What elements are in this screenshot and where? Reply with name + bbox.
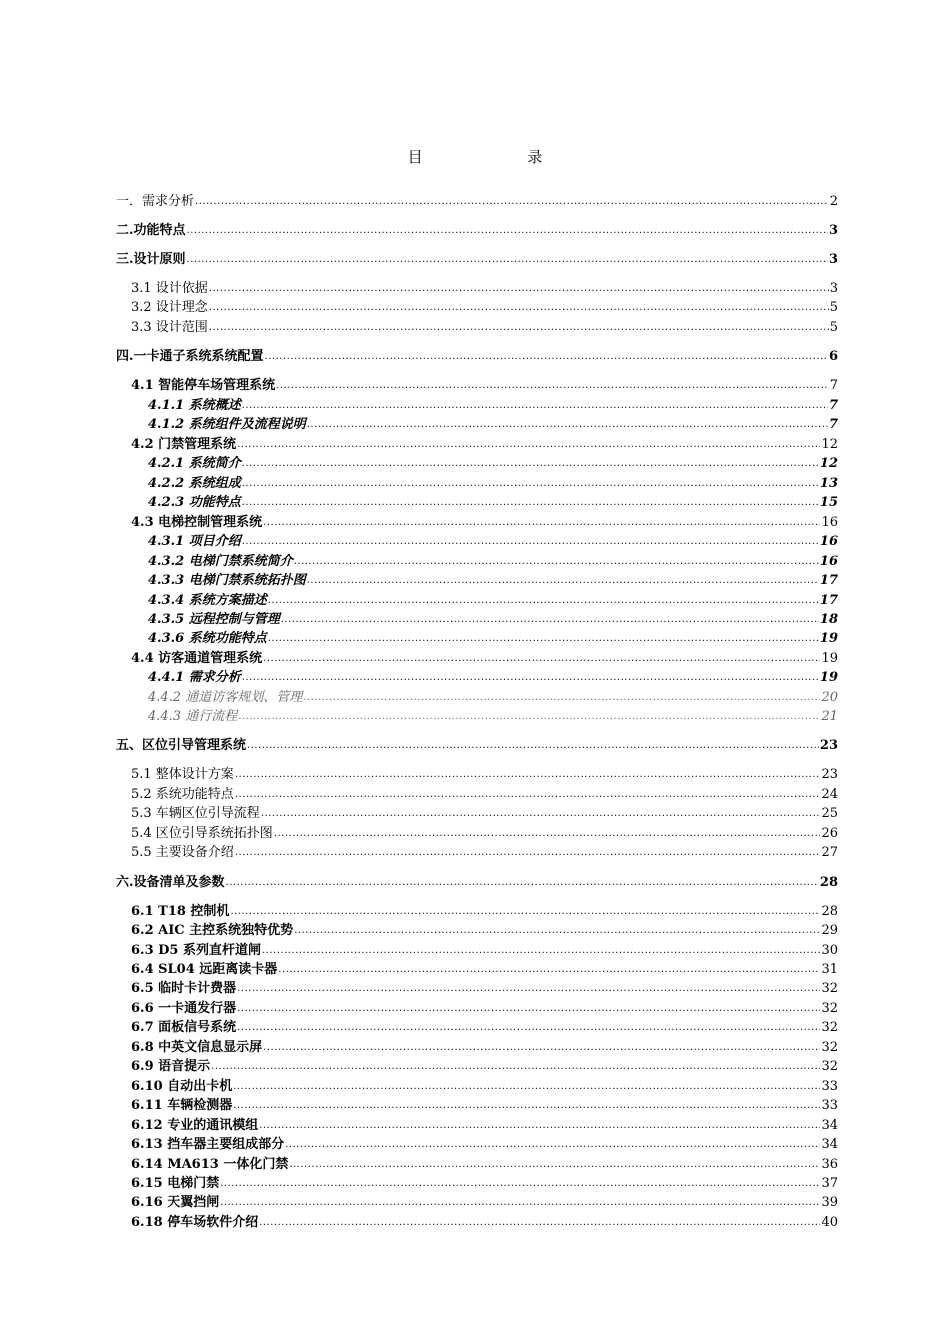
toc-entry-text: 4.1 智能停车场管理系统 [131, 378, 276, 393]
toc-entry-text: 5.5 主要设备介绍 [131, 845, 234, 860]
toc-leader [209, 300, 829, 315]
toc-entry[interactable] [116, 687, 838, 705]
toc-entry-text: 6.2 AIC 主控系统独特优势 [131, 923, 294, 938]
toc-entry[interactable] [116, 998, 838, 1016]
toc-entry-text: 六.设备清单及参数 [116, 875, 225, 890]
toc-page-number: 12 [819, 456, 838, 471]
toc-leader [230, 904, 820, 919]
toc-entry-text: 4.4.3 通行流程 [148, 709, 238, 724]
toc-entry[interactable] [116, 453, 838, 471]
toc-entry-text: 6.15 电梯门禁 [131, 1176, 220, 1191]
toc-entry[interactable] [116, 872, 838, 890]
toc-page-number: 3 [829, 281, 838, 296]
toc-leader [187, 223, 828, 238]
toc-leader [242, 398, 828, 413]
toc-leader [235, 845, 821, 860]
toc-entry[interactable] [116, 628, 838, 646]
toc-entry-text: 5.4 区位引导系统拓扑图 [131, 826, 273, 841]
toc-leader [307, 573, 819, 588]
toc-entry[interactable] [116, 1173, 838, 1191]
toc-page-number: 39 [821, 1195, 838, 1210]
toc-page-number: 24 [821, 787, 838, 802]
toc-entry-text: 6.12 专业的通讯模组 [131, 1118, 259, 1133]
toc-entry[interactable] [116, 395, 838, 413]
toc-entry[interactable] [116, 978, 838, 996]
toc-page-number: 32 [821, 981, 838, 996]
toc-leader [226, 875, 819, 890]
toc-leader [268, 593, 819, 608]
toc-entry[interactable] [116, 434, 838, 452]
toc-page-number: 19 [821, 651, 838, 666]
toc-entry-text: 4.3.4 系统方案描述 [148, 593, 267, 608]
toc-entry[interactable] [116, 220, 838, 238]
toc-leader [233, 1098, 820, 1113]
toc-entry[interactable] [116, 590, 838, 608]
toc-leader [237, 981, 820, 996]
toc-entry[interactable] [116, 1095, 838, 1113]
toc-page-number: 40 [821, 1215, 838, 1230]
toc-page-number: 13 [819, 476, 838, 491]
toc-page-number: 20 [821, 690, 838, 705]
toc-entry[interactable] [116, 1115, 838, 1133]
toc-entry-text: 4.1.1 系统概述 [148, 398, 241, 413]
toc-page-number: 3 [828, 223, 838, 238]
toc-entry-text: 6.16 天翼挡闸 [131, 1195, 220, 1210]
toc-page-number: 29 [821, 923, 838, 938]
toc-entry-text: 4.2.1 系统简介 [148, 456, 241, 471]
toc-leader [263, 651, 820, 666]
toc-page-number: 33 [821, 1098, 838, 1113]
toc-page-number: 19 [819, 631, 838, 646]
toc-leader [242, 476, 819, 491]
toc-leader [237, 1020, 820, 1035]
toc-leader [209, 320, 829, 335]
toc-leader [265, 349, 828, 364]
toc-page-number: 19 [819, 670, 838, 685]
toc-entry[interactable] [116, 609, 838, 627]
toc-entry-text: 6.18 停车场软件介绍 [131, 1215, 259, 1230]
toc-page-number: 34 [821, 1118, 838, 1133]
toc-leader [294, 923, 820, 938]
toc-page-number: 2 [829, 194, 838, 209]
toc-entry[interactable] [116, 414, 838, 432]
toc-page-number: 18 [819, 612, 838, 627]
toc-leader [303, 690, 820, 705]
toc-entry[interactable] [116, 1212, 838, 1230]
toc-entry-text: 3.1 设计依据 [131, 281, 208, 296]
toc-page-number: 16 [819, 554, 838, 569]
toc-page-number: 7 [829, 378, 838, 393]
toc-entry[interactable] [116, 570, 838, 588]
toc-page-number: 17 [819, 573, 838, 588]
toc-entry-text: 一．需求分析 [116, 194, 195, 209]
toc-entry[interactable] [116, 735, 838, 753]
toc-entry[interactable] [116, 803, 838, 821]
toc-leader [233, 1079, 820, 1094]
toc-entry-text: 3.2 设计理念 [131, 300, 208, 315]
toc-leader [220, 1176, 820, 1191]
toc-entry[interactable] [116, 940, 838, 958]
toc-leader [307, 417, 828, 432]
toc-entry-text: 4.4 访客通道管理系统 [131, 651, 263, 666]
toc-entry-text: 5.1 整体设计方案 [131, 767, 234, 782]
toc-entry-text: 6.10 自动出卡机 [131, 1079, 233, 1094]
toc-page-number: 32 [821, 1001, 838, 1016]
toc-entry-text: 6.6 一卡通发行器 [131, 1001, 237, 1016]
toc-entry-text: 三.设计原则 [116, 252, 186, 267]
toc-entry-text: 5.2 系统功能特点 [131, 787, 234, 802]
toc-entry[interactable] [116, 551, 838, 569]
toc-leader [237, 437, 820, 452]
toc-entry-text: 4.4.2 通道访客规划、管理 [148, 690, 303, 705]
toc-entry[interactable] [116, 920, 838, 938]
toc-entry[interactable] [116, 191, 838, 209]
toc-leader [278, 962, 820, 977]
toc-page-number: 23 [821, 767, 838, 782]
toc-page-number: 28 [821, 904, 838, 919]
toc-entry[interactable] [116, 648, 838, 666]
toc-entry[interactable] [116, 784, 838, 802]
toc-entry-text: 6.1 T18 控制机 [131, 904, 230, 919]
toc-page-number: 32 [821, 1059, 838, 1074]
toc-entry[interactable] [116, 667, 838, 685]
toc-page-number: 26 [821, 826, 838, 841]
toc-leader [276, 378, 829, 393]
toc-entry[interactable] [116, 492, 838, 510]
toc-leader [261, 806, 821, 821]
toc-entry-text: 4.3 电梯控制管理系统 [131, 515, 263, 530]
toc-leader [187, 252, 828, 267]
toc-page-number: 34 [821, 1137, 838, 1152]
toc-title: 目 录 [407, 148, 593, 166]
toc-entry-text: 五、区位引导管理系统 [116, 738, 247, 753]
toc-entry[interactable] [116, 531, 838, 549]
toc-page-number: 5 [829, 300, 838, 315]
toc-leader [238, 709, 820, 724]
toc-entry-text: 4.2.3 功能特点 [148, 495, 241, 510]
toc-entry[interactable] [116, 1192, 838, 1210]
toc-leader [235, 767, 821, 782]
toc-leader [285, 1137, 820, 1152]
toc-leader [211, 1059, 820, 1074]
toc-entry[interactable] [116, 375, 838, 393]
toc-entry[interactable] [116, 249, 838, 267]
toc-leader [263, 1040, 820, 1055]
toc-entry[interactable] [116, 764, 838, 782]
toc-entry[interactable] [116, 473, 838, 491]
toc-page-number: 23 [819, 738, 838, 753]
toc-entry-text: 6.8 中英文信息显示屏 [131, 1040, 263, 1055]
toc-entry-text: 6.11 车辆检测器 [131, 1098, 233, 1113]
toc-entry[interactable] [116, 346, 838, 364]
toc-entry[interactable] [116, 823, 838, 841]
toc-entry-text: 4.3.2 电梯门禁系统简介 [148, 554, 293, 569]
toc-entry[interactable] [116, 512, 838, 530]
toc-entry[interactable] [116, 1154, 838, 1172]
toc-entry[interactable] [116, 1056, 838, 1074]
toc-entry-text: 5.3 车辆区位引导流程 [131, 806, 260, 821]
toc-entry-text: 四.一卡通子系统系统配置 [116, 349, 264, 364]
toc-leader [281, 612, 819, 627]
toc-page-number: 27 [821, 845, 838, 860]
toc-entry-text: 6.3 D5 系列直杆道闸 [131, 943, 261, 958]
toc-entry-text: 4.3.1 项目介绍 [148, 534, 241, 549]
toc-leader [268, 631, 819, 646]
toc-page-number: 28 [819, 875, 838, 890]
toc-page-number: 7 [828, 417, 838, 432]
toc-entry[interactable] [116, 1017, 838, 1035]
toc-leader [259, 1118, 820, 1133]
toc-entry[interactable] [116, 1134, 838, 1152]
toc-leader [274, 826, 821, 841]
toc-page-number: 12 [821, 437, 838, 452]
toc-leader [294, 554, 819, 569]
toc-entry-text: 4.3.3 电梯门禁系统拓扑图 [148, 573, 306, 588]
toc-entry[interactable] [116, 901, 838, 919]
toc-page-number: 3 [828, 252, 838, 267]
toc-entry-text: 4.3.6 系统功能特点 [148, 631, 267, 646]
toc-page-number: 6 [828, 349, 838, 364]
toc-page-number: 21 [821, 709, 838, 724]
toc-entry[interactable] [116, 959, 838, 977]
toc-entry[interactable] [116, 317, 838, 335]
toc-leader [263, 515, 820, 530]
toc-leader [262, 943, 820, 958]
toc-leader [195, 194, 829, 209]
toc-page-number: 33 [821, 1079, 838, 1094]
toc-leader [289, 1157, 820, 1172]
toc-page-number: 36 [821, 1157, 838, 1172]
toc-entry[interactable] [116, 842, 838, 860]
toc-leader [242, 495, 819, 510]
toc-leader [247, 738, 819, 753]
toc-entry-text: 6.14 MA613 一体化门禁 [131, 1157, 289, 1172]
toc-entry-text: 4.1.2 系统组件及流程说明 [148, 417, 306, 432]
toc-page-number: 7 [828, 398, 838, 413]
toc-entry-text: 6.5 临时卡计费器 [131, 981, 237, 996]
toc-leader [242, 534, 819, 549]
toc-entry-text: 3.3 设计范围 [131, 320, 208, 335]
toc-entry[interactable] [116, 706, 838, 724]
toc-page-number: 32 [821, 1040, 838, 1055]
toc-page-number: 31 [821, 962, 838, 977]
toc-entry-text: 二.功能特点 [116, 223, 186, 238]
toc-entry-text: 4.4.1 需求分析 [148, 670, 241, 685]
toc-page-number: 5 [829, 320, 838, 335]
toc-leader [237, 1001, 820, 1016]
toc-entry-text: 4.2 门禁管理系统 [131, 437, 237, 452]
toc-entry-text: 6.9 语音提示 [131, 1059, 211, 1074]
toc-page-number: 16 [819, 534, 838, 549]
toc-page-number: 17 [819, 593, 838, 608]
toc-entry[interactable] [116, 1076, 838, 1094]
toc-leader [220, 1195, 820, 1210]
toc-page-number: 15 [819, 495, 838, 510]
toc-entry[interactable] [116, 278, 838, 296]
toc-entry-text: 6.13 挡车器主要组成部分 [131, 1137, 285, 1152]
toc-page-number: 37 [821, 1176, 838, 1191]
toc-page-number: 30 [821, 943, 838, 958]
toc-leader [235, 787, 821, 802]
toc-leader [209, 281, 829, 296]
toc-entry-text: 6.7 面板信号系统 [131, 1020, 237, 1035]
toc-entry-text: 4.2.2 系统组成 [148, 476, 241, 491]
toc-page-number: 25 [821, 806, 838, 821]
toc-entry-text: 4.3.5 远程控制与管理 [148, 612, 280, 627]
toc-page-number: 16 [821, 515, 838, 530]
toc-leader [242, 670, 819, 685]
toc-entry-text: 6.4 SL04 远距离读卡器 [131, 962, 278, 977]
toc-leader [242, 456, 819, 471]
toc-leader [259, 1215, 820, 1230]
toc-entry[interactable] [116, 297, 838, 315]
toc-entry[interactable] [116, 1037, 838, 1055]
toc-page-number: 32 [821, 1020, 838, 1035]
